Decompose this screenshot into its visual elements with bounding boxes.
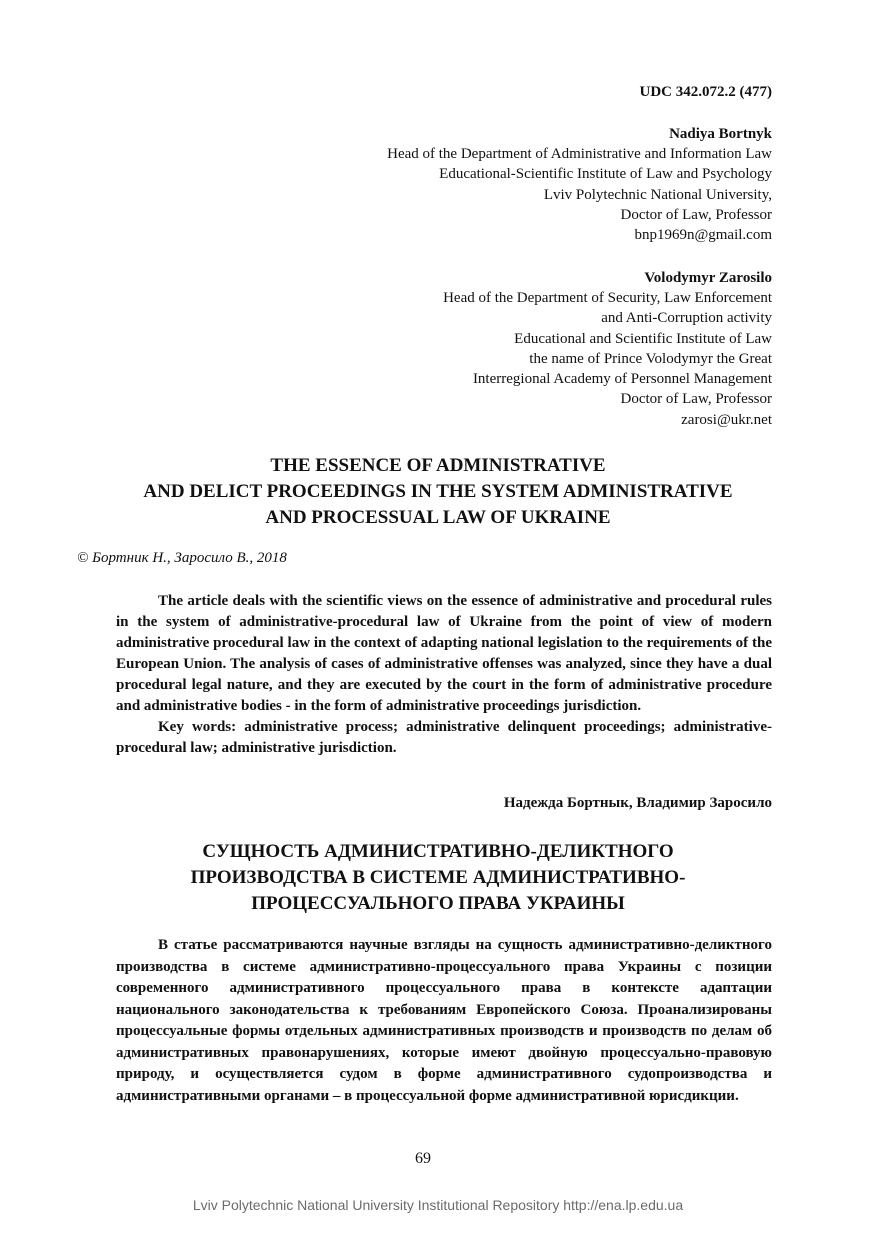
author-degree: Doctor of Law, Professor [620,391,772,408]
author-email: bnp1969n@gmail.com [634,227,772,244]
author-affiliation-line: Lviv Polytechnic National University, [543,186,772,203]
author-affiliation-line: Head of the Department of Administrative and Information Law [387,146,772,162]
author-name: Volodymyr Zarosilo [644,270,772,286]
title-line: THE ESSENCE OF ADMINISTRATIVE [270,455,606,476]
title-line: СУЩНОСТЬ АДМИНИСТРАТИВНО-ДЕЛИКТНОГО [202,841,674,862]
author-affiliation-line: Educational-Scientific Institute of Law and Psychology [439,166,772,183]
author-name: Nadiya Bortnyk [669,126,772,142]
copyright-notice: © Бортник Н., Заросило В., 2018 [77,550,287,566]
abstract-en [116,591,772,759]
repository-footer: Lviv Polytechnic National University Institutional Repository http://ena.lp.edu.ua [192,1197,684,1213]
author-affiliation-line: Interregional Academy of Personnel Management [472,371,772,388]
author-block-1 [387,124,772,245]
udc-code: UDC 342.072.2 (477) [639,84,772,100]
title-line: ПРОИЗВОДСТВА В СИСТЕМЕ АДМИНИСТРАТИВНО- [190,867,686,888]
keywords: Key words: administrative process; administrative delinquent proceedings; administrative-procedural law; administrative jurisdiction. [116,719,772,756]
abstract-text: The article deals with the scientific views on the essence of administrative and procedural rules in the system of administrative-procedural law of Ukraine from the point of view of modern administrative procedural law in the context of adapting national legislation to the requirements of the European Union. The analysis of cases of administrative offenses was analyzed, since they have a dual procedural legal nature, and they are executed by the court in the form of administrative procedure and administrative bodies - in the form of administrative proceedings jurisdiction. [116,593,772,714]
author-email: zarosi@ukr.net [681,411,772,428]
abstract-ru [116,935,772,1107]
author-affiliation-line: Educational and Scientific Institute of Law [514,330,772,347]
abstract-text: В статье рассматриваются научные взгляды на сущность административно-деликтного производства в системе административно-процессуального права Украины с позиции современного административного процессуального права в контексте адаптации национального законодательства к требованиям Европейского Союза. Проанализированы процессуальные формы отдельных административных производств и производств по делам об административных правонарушениях, которые имеют двойную процессуально-правовую природу, и осуществляется судом в форме административного судопроизводства и административными органами – в процессуальной форме административной юрисдикции. [116,937,772,1104]
author-affiliation-line: the name of Prince Volodymyr the Great [529,350,772,367]
author-affiliation-line: and Anti-Corruption activity [601,310,772,327]
title-line: ПРОЦЕССУАЛЬНОГО ПРАВА УКРАИНЫ [251,893,625,914]
author-affiliation-line: Head of the Department of Security, Law Enforcement [443,290,772,306]
title-line: AND PROCESSUAL LAW OF UKRAINE [265,507,611,528]
title-line: AND DELICT PROCEEDINGS IN THE SYSTEM ADMINISTRATIVE [143,481,733,502]
authors-ru: Надежда Бортнык, Владимир Заросило [503,795,772,811]
author-degree: Doctor of Law, Professor [620,206,772,223]
article-title-ru [0,839,876,917]
page-number: 69 [415,1150,431,1167]
article-title-en [0,453,876,531]
author-block-2 [443,268,772,430]
